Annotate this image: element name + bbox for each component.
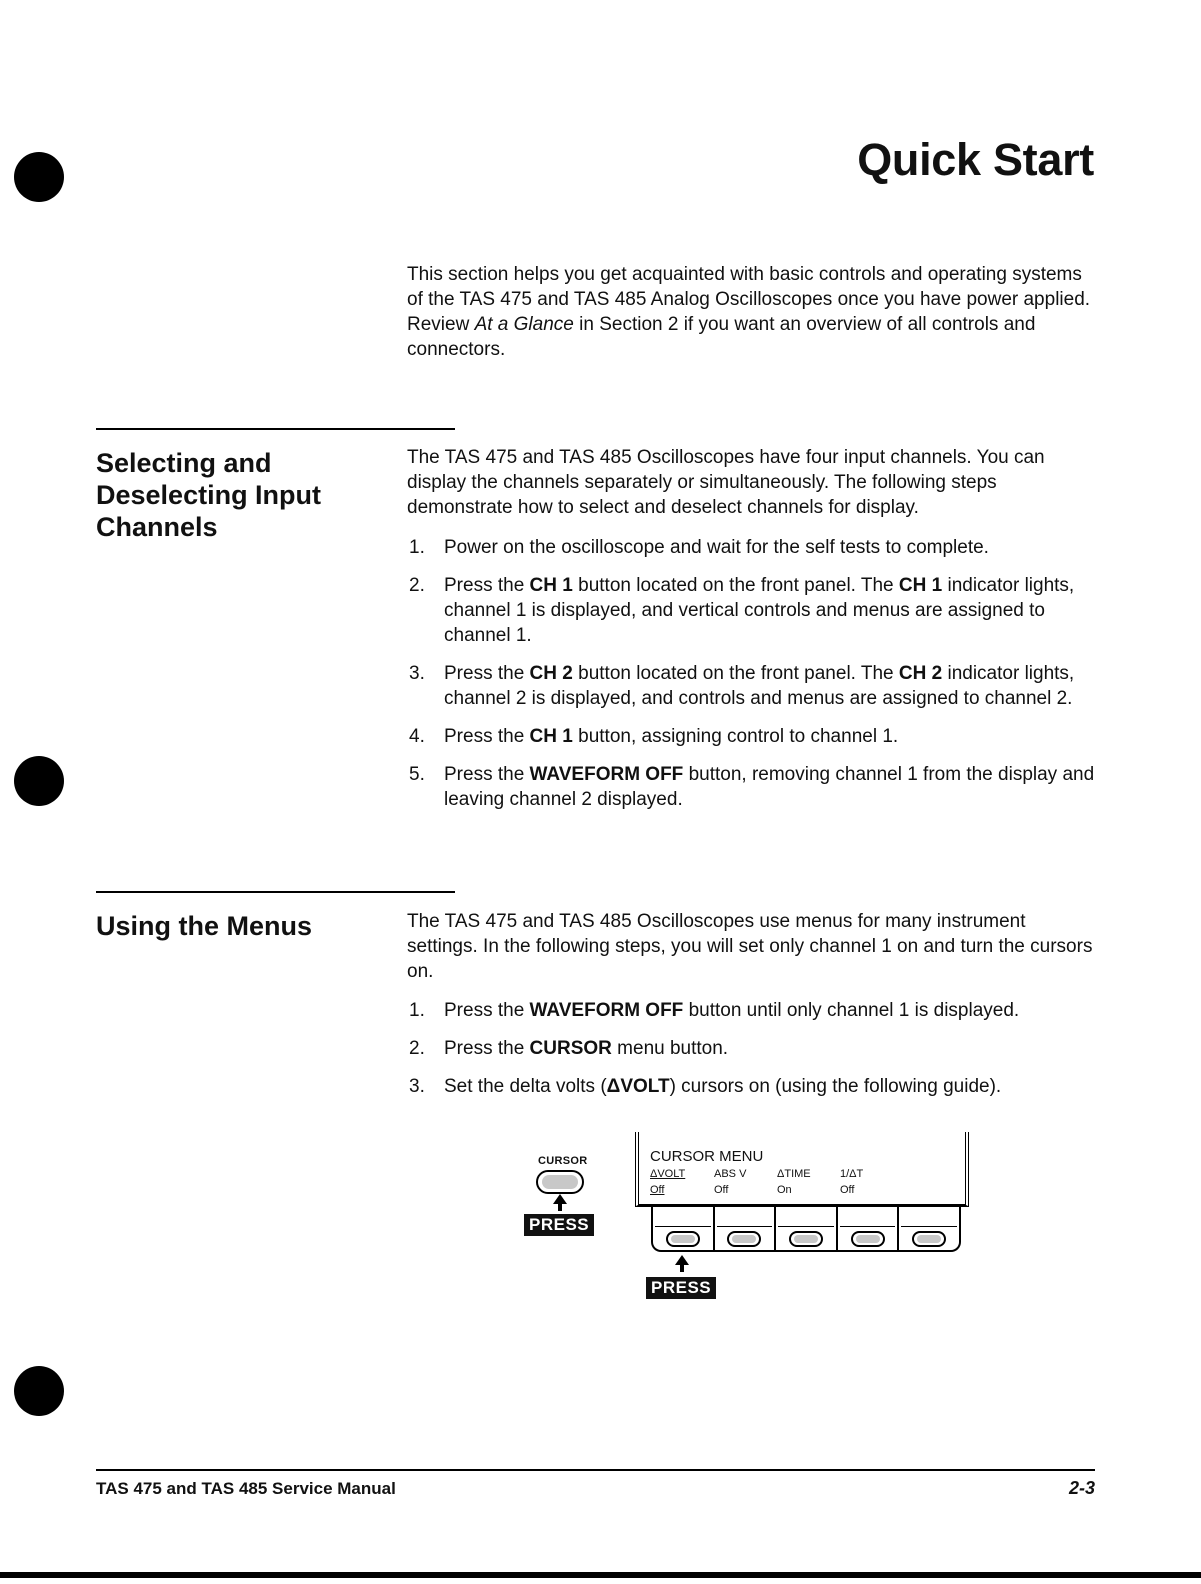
step-text: button, removing channel 1 from the display and leaving channel 2 displayed. [444, 764, 1095, 810]
punch-hole [14, 152, 64, 202]
control-name: CURSOR [529, 1038, 612, 1059]
control-name: WAVEFORM OFF [529, 1000, 684, 1021]
section-heading-selecting: Selecting and Deselecting Input Channels [96, 448, 322, 542]
section-rule [96, 891, 455, 893]
step-text: Press the [444, 1038, 530, 1059]
cursor-button-label: CURSOR [538, 1155, 588, 1167]
intro-italic: At a Glance [474, 314, 574, 335]
step-number: 2. [409, 1038, 425, 1059]
bezel-slot [715, 1204, 777, 1250]
step-number: 3. [409, 1076, 425, 1097]
intro-text: in Section 2 if you want an overview of all controls and connectors. [407, 314, 1036, 360]
step-text: Press the [444, 663, 530, 684]
bezel-button [727, 1231, 761, 1247]
section1-steps [407, 535, 1097, 825]
control-name: CH 1 [529, 726, 573, 747]
step-text: button located on the front panel. The [572, 663, 899, 684]
arrow-up-icon [675, 1255, 689, 1265]
step-number: 4. [409, 726, 425, 747]
step-text: Press the [444, 764, 530, 785]
step-number: 5. [409, 764, 425, 785]
press-label: PRESS [646, 1277, 716, 1299]
step-text: button until only channel 1 is displayed. [683, 1000, 1020, 1021]
arrow-up-icon [680, 1264, 684, 1272]
bezel-button [851, 1231, 885, 1247]
menu-item-abs-v [714, 1166, 746, 1198]
step-text: indicator lights, channel 1 is displayed, and vertical controls and menus are assigned to channel 1. [444, 575, 1075, 646]
step-text: button, assigning control to channel 1. [572, 726, 899, 747]
bezel-slot [653, 1204, 715, 1250]
section-heading-menus: Using the Menus [96, 911, 313, 941]
bezel-slot [899, 1204, 959, 1250]
intro-text: This section helps you get acquainted with basic controls and operating systems of the TAS 475 and TAS 485 Analog Oscilloscopes once you have power applied. Review [407, 264, 1091, 335]
bezel-button [789, 1231, 823, 1247]
bezel-button [666, 1231, 700, 1247]
list-item [407, 535, 1097, 560]
bezel-buttons [651, 1204, 961, 1252]
step-number: 3. [409, 663, 425, 684]
list-item [407, 573, 1097, 648]
menu-item-value: On [777, 1184, 792, 1196]
section1-intro: The TAS 475 and TAS 485 Oscilloscopes have four input channels. You can display the channels separately or simultaneously. The following steps demonstrate how to select and deselect channels for display. [407, 447, 1045, 518]
step-text: menu button. [611, 1038, 729, 1059]
intro-paragraph [407, 262, 1097, 362]
press-label: PRESS [524, 1214, 594, 1236]
section2-intro: The TAS 475 and TAS 485 Oscilloscopes use menus for many instrument settings. In the following steps, you will set only channel 1 on and turn the cursors on. [407, 911, 1093, 982]
section-rule [96, 428, 455, 430]
control-name: WAVEFORM OFF [529, 764, 684, 785]
step-text: Press the [444, 575, 530, 596]
bezel-slot [838, 1204, 900, 1250]
control-name: CH 2 [529, 663, 573, 684]
list-item [407, 762, 1097, 812]
punch-hole [14, 756, 64, 806]
control-name: CH 1 [898, 575, 943, 596]
step-text: Press the [444, 726, 530, 747]
list-item [407, 724, 1097, 749]
menu-item-label: 1/ΔT [840, 1168, 864, 1180]
menu-item-label: ΔTIME [777, 1168, 811, 1180]
step-text: indicator lights, channel 2 is displayed, and controls and menus are assigned to channel 2. [444, 663, 1075, 709]
step-number: 1. [409, 1000, 425, 1021]
list-item [407, 1074, 1097, 1099]
bottom-bar [0, 1572, 1201, 1578]
menu-item-value: Off [714, 1184, 729, 1196]
step-number: 2. [409, 575, 425, 596]
step-text: button located on the front panel. The [572, 575, 899, 596]
menu-item-inverse-delta-time [840, 1166, 863, 1198]
footer-rule [96, 1469, 1095, 1471]
control-name: ΔVOLT [606, 1076, 670, 1097]
cursor-menu-title: CURSOR MENU [650, 1148, 764, 1165]
cursor-button [536, 1170, 584, 1194]
step-text: Set the delta volts ( [444, 1076, 607, 1097]
footer-manual-title: TAS 475 and TAS 485 Service Manual [96, 1479, 396, 1498]
arrow-up-icon [553, 1194, 567, 1204]
menu-item-label: ABS V [714, 1168, 747, 1180]
bezel-button [912, 1231, 946, 1247]
section2-steps [407, 998, 1097, 1112]
list-item [407, 998, 1097, 1023]
bezel-slot [776, 1204, 838, 1250]
control-name: CH 2 [898, 663, 943, 684]
arrow-up-icon [558, 1203, 562, 1211]
menu-item-value: Off [840, 1184, 855, 1196]
step-text: ) cursors on (using the following guide). [669, 1076, 1002, 1097]
list-item [407, 661, 1097, 711]
step-text: Press the [444, 1000, 530, 1021]
menu-item-delta-volt [650, 1166, 685, 1198]
menu-item-delta-time [777, 1166, 811, 1198]
control-name: CH 1 [529, 575, 573, 596]
menu-item-label: ΔVOLT [650, 1168, 686, 1180]
step-text: Power on the oscilloscope and wait for the self tests to complete. [444, 537, 989, 558]
page-number: 2-3 [1068, 1478, 1095, 1498]
list-item [407, 1036, 1097, 1061]
page-title: Quick Start [857, 134, 1094, 185]
menu-item-value: Off [650, 1184, 665, 1196]
step-number: 1. [409, 537, 425, 558]
punch-hole [14, 1366, 64, 1416]
